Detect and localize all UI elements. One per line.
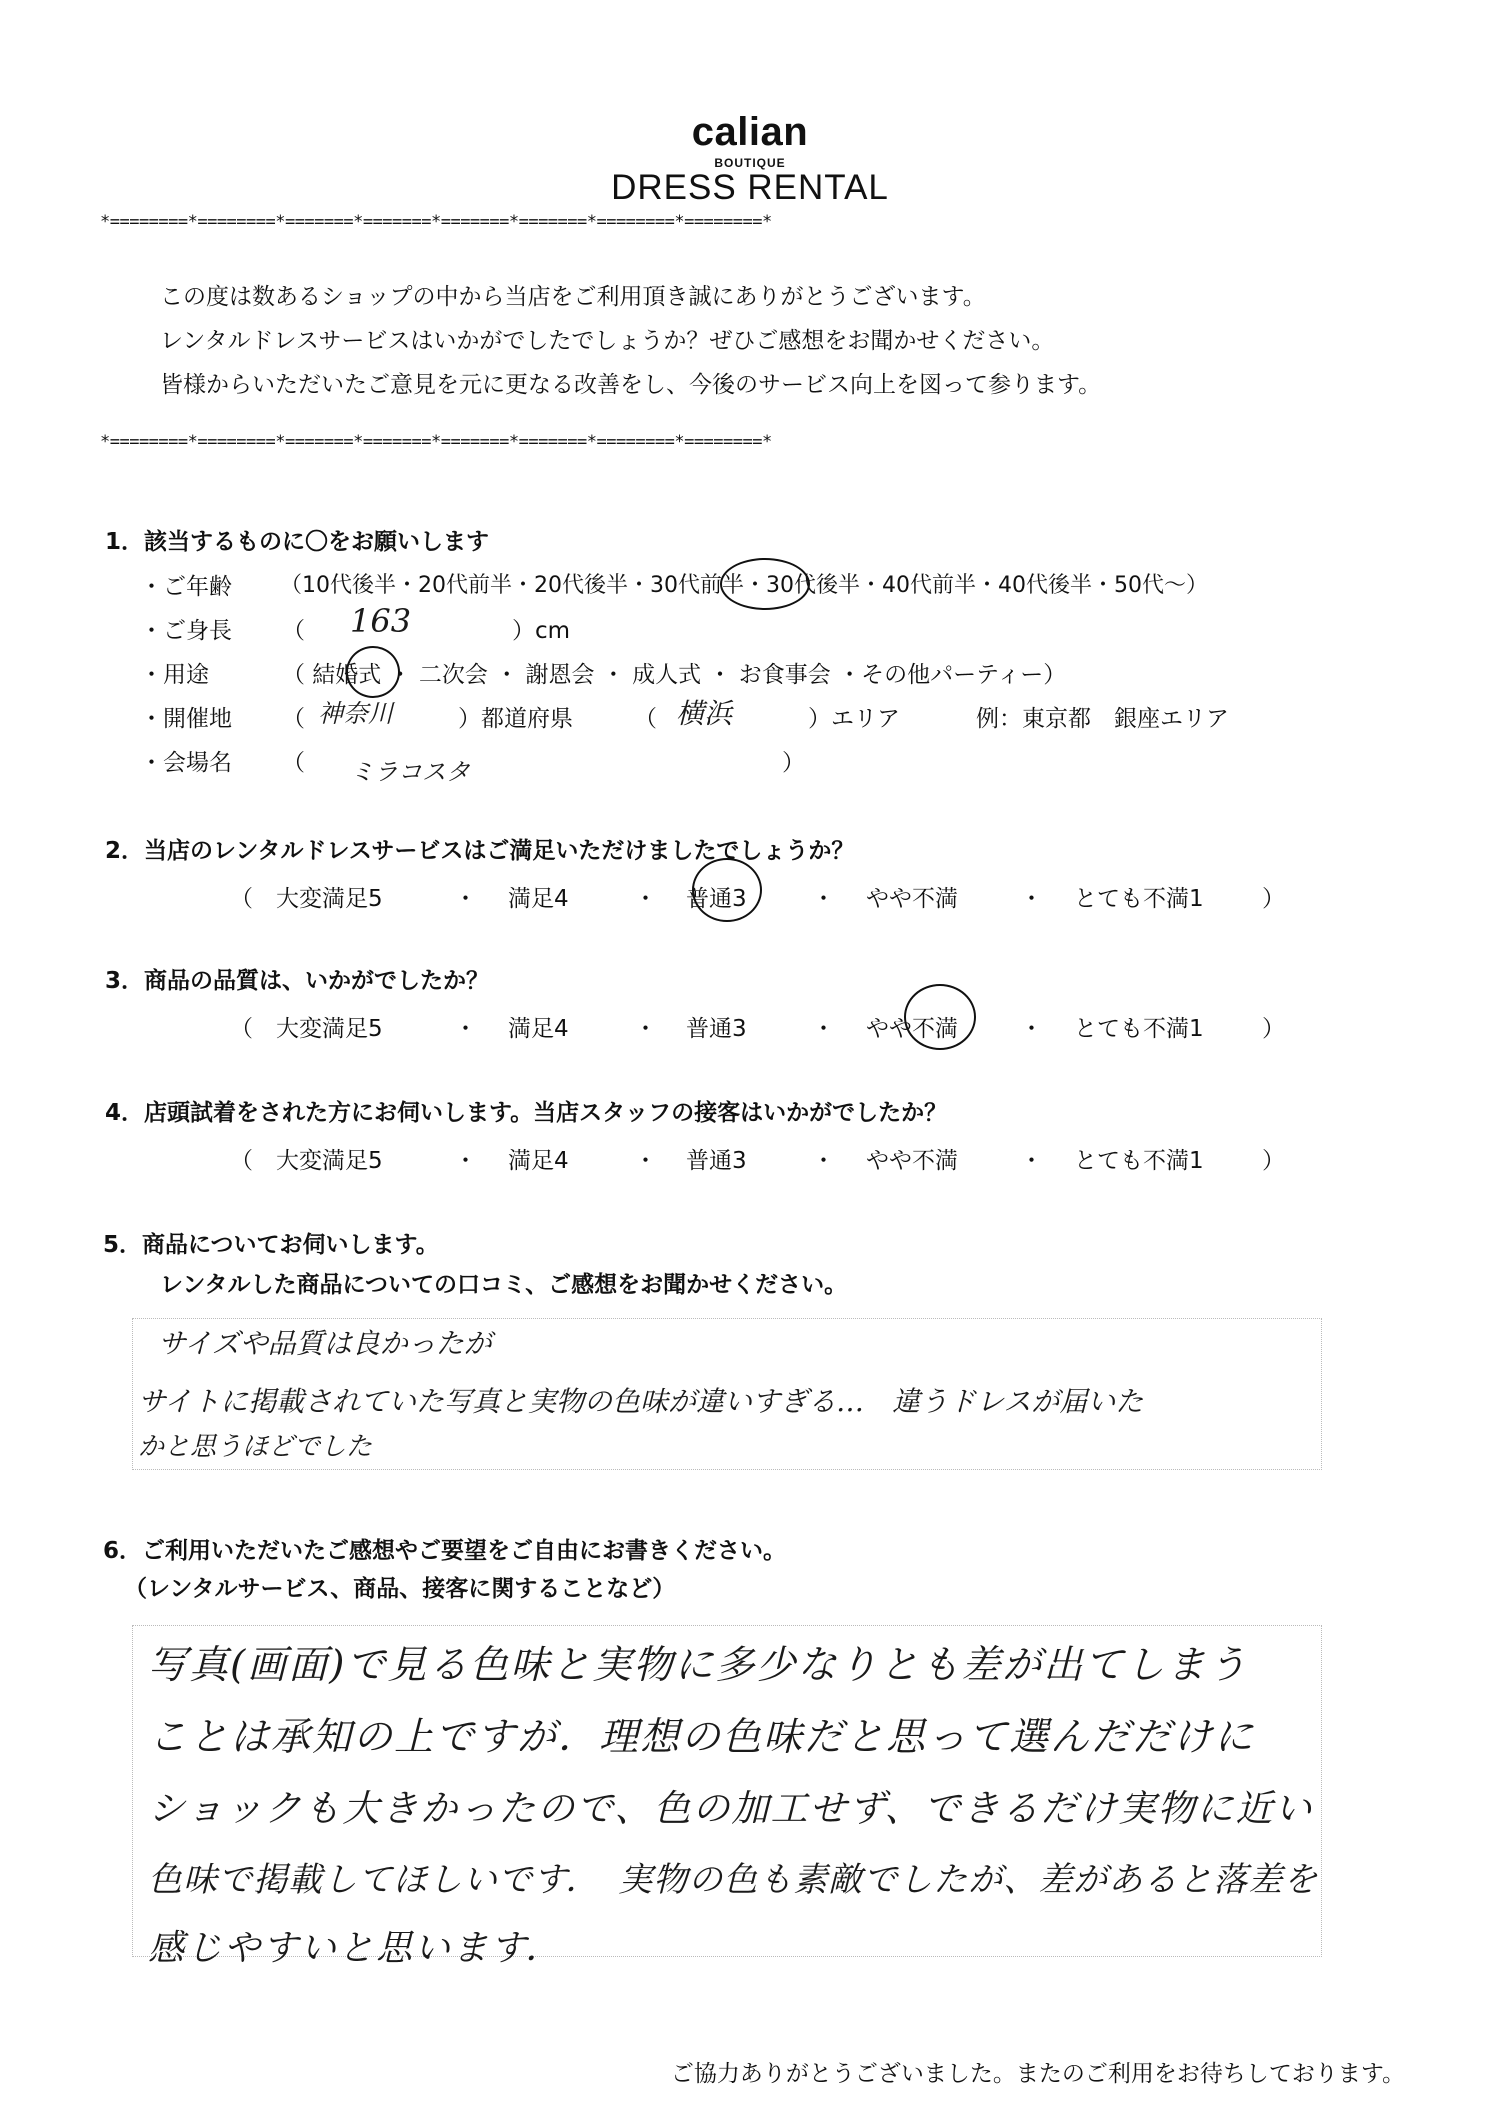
intro-line-3: 皆様からいただいたご意見を元に更なる改善をし、今後のサービス向上を図って参ります。 <box>160 372 1102 398</box>
closing-message: ご協力ありがとうございました。またのご利用をお待ちしております。 <box>670 2061 1405 2087</box>
document-title: DRESS RENTAL <box>611 168 889 207</box>
q2-separator: ・ <box>454 886 477 912</box>
prefecture-suffix: ）都道府県 <box>458 706 573 732</box>
age-selection-circle <box>720 558 810 610</box>
q3-separator: ・ <box>634 1016 657 1042</box>
q3-option-1: とても不満1 <box>1074 1016 1204 1042</box>
age-label: ・ご年齢 <box>140 574 232 600</box>
q5-answer-line-3: かと思うほどでした <box>138 1432 373 1462</box>
area-open: （ <box>634 706 657 732</box>
q4-close-paren: ） <box>1262 1148 1285 1174</box>
area-suffix: ）エリア <box>808 706 900 732</box>
q6-answer-line-2: ことは承知の上ですが．理想の色味だと思って選んだだけに <box>148 1715 1256 1760</box>
height-value: 163 <box>350 602 412 640</box>
venue-label: ・会場名 <box>140 750 232 776</box>
q3-title: 3．商品の品質は、いかがでしたか？ <box>105 968 490 994</box>
prefecture-open: （ <box>282 706 305 732</box>
q2-option-3: 普通3 <box>686 886 747 912</box>
q3-selection-circle <box>904 984 976 1050</box>
q6-answer-line-3: ショックも大きかったので、色の加工せず、できるだけ実物に近い <box>148 1787 1314 1830</box>
age-options: （10代後半・20代前半・20代後半・30代前半・30代後半・40代前半・40代後半・50代～） <box>280 573 1208 598</box>
q4-separator: ・ <box>454 1148 477 1174</box>
prefecture-value: 神奈川 <box>318 699 394 728</box>
q4-separator: ・ <box>812 1148 835 1174</box>
q4-open-paren: （ <box>230 1148 253 1174</box>
q1-title: 1．該当するものに〇をお願いします <box>105 529 490 555</box>
q2-open-paren: （ <box>230 886 253 912</box>
q4-separator: ・ <box>1020 1148 1043 1174</box>
q5-title: 5．商品についてお伺いします。 <box>103 1232 439 1258</box>
venue-open: （ <box>282 750 305 776</box>
q2-title: 2．当店のレンタルドレスサービスはご満足いただけましたでしょうか？ <box>105 838 855 864</box>
q2-separator: ・ <box>812 886 835 912</box>
q3-separator: ・ <box>1020 1016 1043 1042</box>
q6-subtitle: （レンタルサービス、商品、接客に関することなど） <box>124 1576 676 1602</box>
q5-answer-line-1: サイズや品質は良かったが <box>158 1327 492 1360</box>
height-label: ・ご身長 <box>140 618 232 644</box>
q4-option-5: 大変満足5 <box>276 1148 383 1174</box>
brand-subtitle: BOUTIQUE <box>714 156 786 170</box>
q3-separator: ・ <box>454 1016 477 1042</box>
divider-bottom: *========*========*=======*=======*=======*=======*========*========* <box>100 432 772 452</box>
q4-separator: ・ <box>634 1148 657 1174</box>
q2-selection-circle <box>692 858 762 922</box>
q6-answer-line-1: 写真(画面)で見る色味と実物に多少なりとも差が出てしまう <box>148 1643 1249 1688</box>
venue-value: ミラコスタ <box>350 758 470 786</box>
height-unit: ）cm <box>512 618 571 644</box>
q4-option-1: とても不満1 <box>1074 1148 1204 1174</box>
q5-answer-line-2: サイトに掲載されていた写真と実物の色味が違いすぎる… 違うドレスが届いた <box>138 1385 1144 1418</box>
q3-option-4: 満足4 <box>508 1016 569 1042</box>
q4-option-4: 満足4 <box>508 1148 569 1174</box>
q3-option-2: やや不満 <box>866 1016 958 1042</box>
q2-close-paren: ） <box>1262 886 1285 912</box>
intro-line-2: レンタルドレスサービスはいかがでしたでしょうか？ぜひご感想をお聞かせください。 <box>160 328 1055 354</box>
q6-answer-line-4: 色味で掲載してほしいです． 実物の色も素敵でしたが、差があると落差を <box>148 1860 1319 1900</box>
area-example: 例：東京都 銀座エリア <box>976 706 1229 732</box>
q4-title: 4．店頭試着をされた方にお伺いします。当店スタッフの接客はいかがでしたか？ <box>105 1100 948 1126</box>
q6-title: 6．ご利用いただいたご感想やご要望をご自由にお書きください。 <box>103 1538 787 1564</box>
q3-option-3: 普通3 <box>686 1016 747 1042</box>
q2-separator: ・ <box>1020 886 1043 912</box>
area-label: ・開催地 <box>140 706 232 732</box>
q4-option-2: やや不満 <box>866 1148 958 1174</box>
venue-close: ） <box>782 750 805 776</box>
q2-option-4: 満足4 <box>508 886 569 912</box>
purpose-selection-circle <box>346 646 400 698</box>
q3-open-paren: （ <box>230 1016 253 1042</box>
q4-option-3: 普通3 <box>686 1148 747 1174</box>
purpose-label: ・用途 <box>140 662 209 688</box>
q3-separator: ・ <box>812 1016 835 1042</box>
q6-answer-line-5: 感じやすいと思います． <box>148 1928 564 1969</box>
brand-logo: calian <box>691 110 809 154</box>
purpose-options: （ 結婚式 ・ 二次会 ・ 謝恩会 ・ 成人式 ・ お食事会 ・その他パーティー） <box>282 662 1067 688</box>
height-open: （ <box>282 618 305 644</box>
q5-subtitle: レンタルした商品についての口コミ、ご感想をお聞かせください。 <box>160 1272 848 1298</box>
q2-option-1: とても不満1 <box>1074 886 1204 912</box>
q3-close-paren: ） <box>1262 1016 1285 1042</box>
q2-separator: ・ <box>634 886 657 912</box>
q2-option-2: やや不満 <box>866 886 958 912</box>
q3-option-5: 大変満足5 <box>276 1016 383 1042</box>
area-value: 横浜 <box>676 697 733 730</box>
intro-line-1: この度は数あるショップの中から当店をご利用頂き誠にありがとうございます。 <box>160 284 986 310</box>
divider-top: *========*========*=======*=======*=======*=======*========*========* <box>100 212 772 232</box>
q2-option-5: 大変満足5 <box>276 886 383 912</box>
